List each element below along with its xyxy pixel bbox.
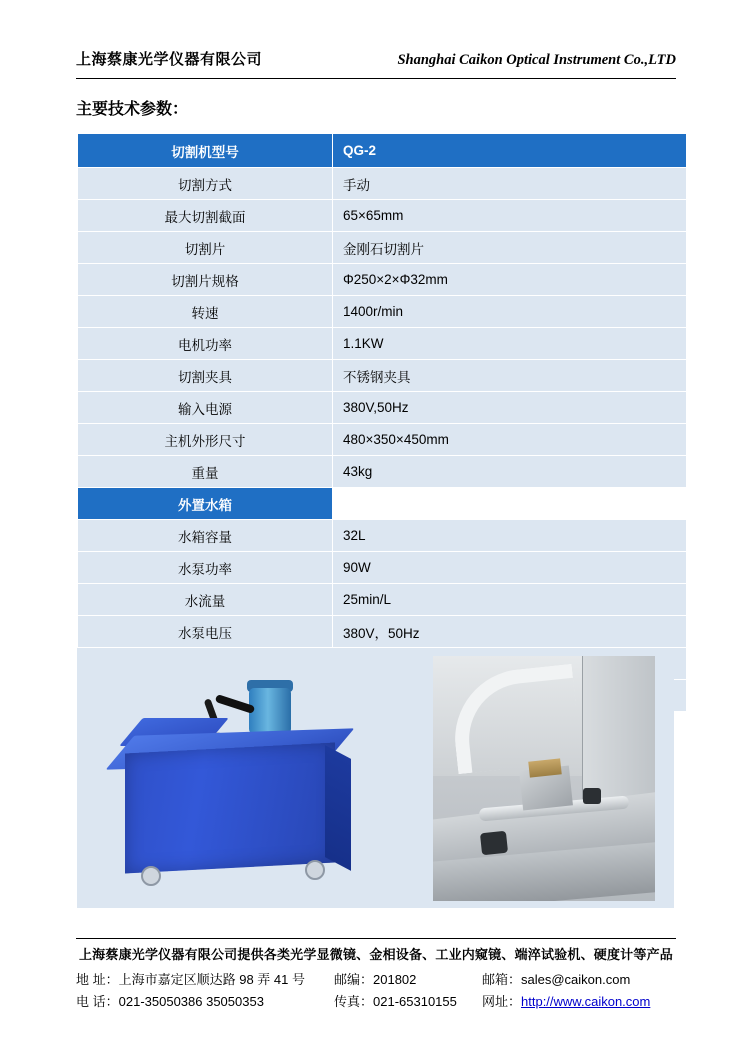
row-label: 切割夹具 [78,360,333,392]
footer-line-address [76,969,676,991]
product-photo-clamp [433,656,655,901]
footer-title: 上海蔡康光学仪器有限公司提供各类光学显微镜、金相设备、工业内窥镜、端淬试验机、硬度计等产品 [78,947,673,962]
motor-shape [249,688,291,734]
product-photo-water-tank [97,660,382,900]
postcode-block [334,969,482,991]
row-value: 不锈钢夹具 [333,360,687,392]
caster-wheel-shape [305,860,325,880]
address-label: 地 址： [76,972,119,987]
footer-line-contact [76,991,676,1013]
email-value[interactable]: sales@caikon.com [521,972,631,987]
row-value: 32L [333,520,687,552]
page-title: 主要技术参数： [76,101,189,118]
tank-side-shape [325,745,351,871]
tank-body-shape [125,742,335,873]
row-label: 外置水箱 [78,488,333,520]
row-label: 水流量 [78,584,333,616]
postcode-label: 邮编： [334,972,374,987]
clamp-knob-secondary-shape [583,788,601,804]
telephone-label: 电 话： [76,994,119,1009]
page-header [76,48,676,69]
table-row [78,616,687,648]
row-label: 切割机型号 [78,134,333,168]
row-label: 转速 [78,296,333,328]
table-row [78,520,687,552]
postcode-value: 201802 [373,972,417,987]
row-value: Φ250×2×Φ32mm [333,264,687,296]
page-footer [76,944,676,1013]
specimen-shape [528,758,561,777]
table-row [78,264,687,296]
telephone-value: 021-35050386 35050353 [118,994,264,1009]
row-value: 43kg [333,456,687,488]
address-block [76,969,334,991]
table-row [78,424,687,456]
table-row [78,296,687,328]
table-row [78,360,687,392]
table-row [78,328,687,360]
row-label: 主机外形尺寸 [78,424,333,456]
website-link[interactable]: http://www.caikon.com [521,994,651,1009]
row-value: 480×350×450mm [333,424,687,456]
header-divider [76,78,676,79]
address-value: 上海市嘉定区顺达路 98 弄 41 号 [118,972,305,987]
row-label: 水箱容量 [78,520,333,552]
fax-label: 传真： [334,994,374,1009]
website-block [482,991,676,1013]
row-value: 1.1KW [333,328,687,360]
row-value: 380V,50Hz [333,392,687,424]
table-body [78,134,687,712]
table-row [78,392,687,424]
telephone-block [76,991,334,1013]
email-label: 邮箱： [482,972,522,987]
table-row [78,488,687,520]
row-label: 重量 [78,456,333,488]
website-label: 网址： [482,994,522,1009]
row-value: 65×65mm [333,200,687,232]
email-block [482,969,676,991]
table-row [78,552,687,584]
row-label: 切割方式 [78,168,333,200]
row-value: 25min/L [333,584,687,616]
fax-block [334,991,482,1013]
row-label: 水泵功率 [78,552,333,584]
row-value: 380V，50Hz [333,616,687,648]
row-value: 1400r/min [333,296,687,328]
row-value [333,488,687,520]
row-label: 切割片规格 [78,264,333,296]
specifications-table [77,133,687,712]
fax-value: 021-65310155 [373,994,457,1009]
row-value: 90W [333,552,687,584]
table-row [78,168,687,200]
row-value: 金刚石切割片 [333,232,687,264]
table-row [78,584,687,616]
footer-divider [76,938,676,939]
clamp-knob-shape [480,831,508,856]
company-name-cn: 上海蔡康光学仪器有限公司 [76,51,263,68]
table-row [78,456,687,488]
row-label: 输入电源 [78,392,333,424]
row-label: 水泵电压 [78,616,333,648]
table-row [78,232,687,264]
row-label: 最大切割截面 [78,200,333,232]
table-row [78,200,687,232]
row-label: 电机功率 [78,328,333,360]
table-row [78,134,687,168]
product-photo-band [77,648,674,908]
row-label: 切割片 [78,232,333,264]
row-value: QG-2 [333,134,687,168]
row-value: 手动 [333,168,687,200]
caster-wheel-shape [141,866,161,886]
company-name-en: Shanghai Caikon Optical Instrument Co.,LTD [397,52,676,68]
